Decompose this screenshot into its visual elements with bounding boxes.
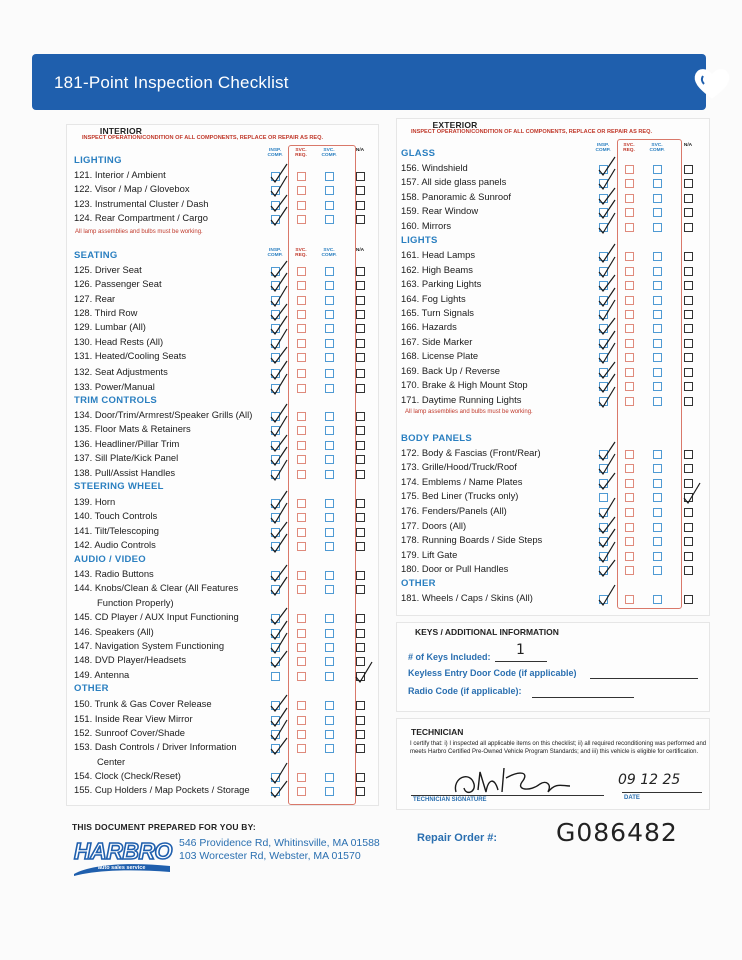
repair-order-value[interactable]: G086482	[556, 818, 678, 847]
checklist-item: 174. Emblems / Name Plates	[401, 476, 523, 487]
checkmark	[271, 651, 287, 667]
insp-column-header: INSP. COMP.	[267, 248, 283, 259]
checkmark	[271, 763, 287, 783]
checklist-item: 124. Rear Compartment / Cargo	[74, 212, 208, 223]
checkmark	[599, 318, 615, 334]
checklist-item: 160. Mirrors	[401, 220, 452, 231]
checkmark	[599, 454, 615, 474]
interior-subtitle: INSPECT OPERATION/CONDITION OF ALL COMPONENTS, REPLACE OR REPAIR AS REQ.	[82, 135, 324, 141]
na-column-header: N/A	[683, 143, 693, 148]
checkmark	[271, 195, 287, 211]
checklist-item: 149. Antenna	[74, 669, 130, 680]
checklist-item: 145. CD Player / AUX Input Functioning	[74, 611, 239, 622]
checklist-item: 122. Visor / Map / Glovebox	[74, 183, 190, 194]
checklist-item: 143. Radio Buttons	[74, 568, 154, 579]
svc-comp-column-header: SVC. COMP.	[321, 148, 337, 159]
checklist-item: 180. Door or Pull Handles	[401, 563, 509, 574]
checklist-item: 159. Rear Window	[401, 205, 479, 216]
checkmark	[599, 517, 615, 533]
checklist-item-continued: Center	[97, 756, 126, 767]
harbro-logo-text: HARBRO	[74, 838, 172, 864]
category-heading: GLASS	[401, 148, 436, 159]
checklist-item: 181. Wheels / Caps / Skins (All)	[401, 592, 533, 603]
checklist-item: 138. Pull/Assist Handles	[74, 467, 176, 478]
checkmark	[271, 565, 287, 581]
checklist-item: 126. Passenger Seat	[74, 278, 162, 289]
svc-comp-column-header: SVC. COMP.	[321, 248, 337, 259]
svc-req-column-header: SVC. REQ.	[295, 248, 307, 259]
category-heading: OTHER	[401, 578, 436, 589]
checklist-item: 147. Navigation System Functioning	[74, 640, 225, 651]
checklist-item: 137. Sill Plate/Kick Panel	[74, 452, 179, 463]
category-heading: AUDIO / VIDEO	[74, 554, 146, 565]
checklist-item: 173. Grille/Hood/Truck/Roof	[401, 461, 517, 472]
checklist-item: 164. Fog Lights	[401, 293, 466, 304]
checklist-item: 169. Back Up / Reverse	[401, 365, 501, 376]
checkmark	[599, 188, 615, 204]
date-label: DATE	[624, 795, 640, 801]
repair-order-label: Repair Order #:	[417, 832, 498, 844]
checklist-item: 177. Doors (All)	[401, 520, 467, 531]
certification-text: I certify that: i) I inspected all applicable items on this checklist; ii) all required reconditioning was performed and meets Harbro Certified Pre-Owned Vehicle Program Standards; and iii) this vehicle is eligible for certification.	[410, 741, 707, 755]
checklist-item: 161. Head Lamps	[401, 249, 476, 260]
checklist-item: 165. Turn Signals	[401, 307, 474, 318]
na-column-header: N/A	[355, 248, 365, 253]
checklist-item: 166. Hazards	[401, 321, 457, 332]
checklist-item: 163. Parking Lights	[401, 278, 482, 289]
checklist-item: 154. Clock (Check/Reset)	[74, 770, 181, 781]
category-heading: SEATING	[74, 250, 118, 261]
checklist-item: 167. Side Marker	[401, 336, 473, 347]
checklist-item: 148. DVD Player/Headsets	[74, 654, 187, 665]
checklist-item: 135. Floor Mats & Retainers	[74, 423, 191, 434]
technician-title: TECHNICIAN	[411, 727, 464, 737]
signature-label: TECHNICIAN SIGNATURE	[413, 797, 487, 803]
checkmark	[271, 522, 287, 538]
svc-comp-column-header: SVC. COMP.	[649, 143, 665, 154]
checklist-item: 178. Running Boards / Side Steps	[401, 534, 543, 545]
insp-column-header: INSP. COMP.	[267, 148, 283, 159]
checkmark	[356, 662, 372, 682]
category-heading: TRIM CONTROLS	[74, 395, 158, 406]
interior-lighting-note: All lamp assemblies and bulbs must be working.	[75, 229, 203, 235]
svc-req-column-header: SVC. REQ.	[295, 148, 307, 159]
checklist-item: 131. Heated/Cooling Seats	[74, 350, 187, 361]
checklist-item: 125. Driver Seat	[74, 264, 142, 275]
checklist-item: 162. High Beams	[401, 264, 473, 275]
category-heading: STEERING WHEEL	[74, 481, 164, 492]
checkmark	[599, 498, 615, 518]
category-heading: LIGHTING	[74, 155, 122, 166]
prepared-by-label: THIS DOCUMENT PREPARED FOR YOU BY:	[72, 822, 256, 832]
checkmark	[271, 416, 287, 436]
checkmark	[599, 362, 615, 378]
category-heading: OTHER	[74, 683, 109, 694]
checklist-item: 156. Windshield	[401, 162, 468, 173]
checkmark	[599, 275, 615, 291]
checklist-item: 144. Knobs/Clean & Clear (All Features	[74, 582, 239, 593]
checkmark	[271, 695, 287, 711]
checkmark	[271, 176, 287, 196]
checklist-item: 155. Cup Holders / Map Pockets / Storage	[74, 784, 250, 795]
checklist-item: 128. Third Row	[74, 307, 138, 318]
address-webster: 103 Worcester Rd, Webster, MA 01570	[179, 850, 361, 862]
checkmark	[271, 261, 287, 277]
checklist-item: 150. Trunk & Gas Cover Release	[74, 698, 212, 709]
num-keys-value[interactable]: 1	[516, 642, 525, 658]
checklist-item: 152. Sunroof Cover/Shade	[74, 727, 186, 738]
svc-req-column-header: SVC. REQ.	[623, 143, 635, 154]
checklist-item: 133. Power/Manual	[74, 381, 155, 392]
checkmark	[599, 473, 615, 489]
exterior-title: EXTERIOR	[432, 120, 478, 130]
checklist-item: 175. Bed Liner (Trucks only)	[401, 490, 519, 501]
checkmark	[599, 169, 615, 189]
keyless-code-label: Keyless Entry Door Code (if applicable)	[408, 668, 577, 678]
interior-title: INTERIOR	[99, 126, 143, 136]
checklist-item: 121. Interior / Ambient	[74, 169, 166, 180]
checkmark	[599, 343, 615, 363]
date-value[interactable]: 09 12 25	[618, 772, 681, 788]
na-column-header: N/A	[355, 148, 365, 153]
checklist-item: 172. Body & Fascias (Front/Rear)	[401, 447, 541, 458]
page-title: 181-Point Inspection Checklist	[54, 73, 289, 92]
checklist-item: 130. Head Rests (All)	[74, 336, 164, 347]
checklist-item: 142. Audio Controls	[74, 539, 156, 550]
address-whitinsville: 546 Providence Rd, Whitinsville, MA 01588	[179, 837, 380, 849]
checkmark	[271, 347, 287, 363]
checklist-item: 141. Tilt/Telescoping	[74, 525, 159, 536]
checklist-item: 171. Daytime Running Lights	[401, 394, 522, 405]
checkmark	[599, 244, 615, 262]
radio-code-label: Radio Code (if applicable):	[408, 686, 522, 696]
checklist-item: 158. Panoramic & Sunroof	[401, 191, 511, 202]
checkmark	[271, 361, 287, 379]
checklist-item: 157. All side glass panels	[401, 176, 507, 187]
checkmark	[271, 304, 287, 320]
insp-column-header: INSP. COMP.	[595, 143, 611, 154]
checklist-item-continued: Function Properly)	[97, 597, 174, 608]
checkmark	[271, 435, 287, 451]
checkmark	[271, 738, 287, 754]
checkmark	[271, 608, 287, 624]
exterior-subtitle: INSPECT OPERATION/CONDITION OF ALL COMPONENTS, REPLACE OR REPAIR AS REQ.	[411, 129, 653, 135]
exterior-lights-note: All lamp assemblies and bulbs must be working.	[405, 409, 533, 415]
checklist-item: 123. Instrumental Cluster / Dash	[74, 198, 209, 209]
checkmark	[271, 781, 287, 797]
category-heading: LIGHTS	[401, 235, 438, 246]
checklist-item: 176. Fenders/Panels (All)	[401, 505, 507, 516]
checklist-item: 168. License Plate	[401, 350, 479, 361]
checklist-item: 140. Touch Controls	[74, 510, 158, 521]
checklist-item: 179. Lift Gate	[401, 549, 458, 560]
num-keys-label: # of Keys Included:	[408, 652, 491, 662]
checklist-item: 132. Seat Adjustments	[74, 366, 168, 377]
checkmark	[599, 300, 615, 320]
checklist-item: 134. Door/Trim/Armrest/Speaker Grills (All)	[74, 409, 253, 420]
checkmark	[684, 483, 700, 503]
checkmark	[271, 720, 287, 740]
checkmark	[271, 633, 287, 653]
checkmark	[599, 560, 615, 576]
keys-title: KEYS / ADDITIONAL INFORMATION	[415, 627, 559, 637]
harbro-logo-sub: auto sales service	[98, 865, 146, 871]
checklist-item: 136. Headliner/Pillar Trim	[74, 438, 180, 449]
category-heading: BODY PANELS	[401, 433, 473, 444]
checklist-item: 170. Brake & High Mount Stop	[401, 379, 528, 390]
checklist-item: 146. Speakers (All)	[74, 626, 154, 637]
checkmark	[271, 503, 287, 523]
checkmark	[599, 585, 615, 605]
checklist-item: 129. Lumbar (All)	[74, 321, 146, 332]
checklist-item: 151. Inside Rear View Mirror	[74, 713, 193, 724]
checklist-item: 139. Horn	[74, 496, 116, 507]
checklist-item: 127. Rear	[74, 293, 116, 304]
checklist-item: 153. Dash Controls / Driver Information	[74, 741, 237, 752]
